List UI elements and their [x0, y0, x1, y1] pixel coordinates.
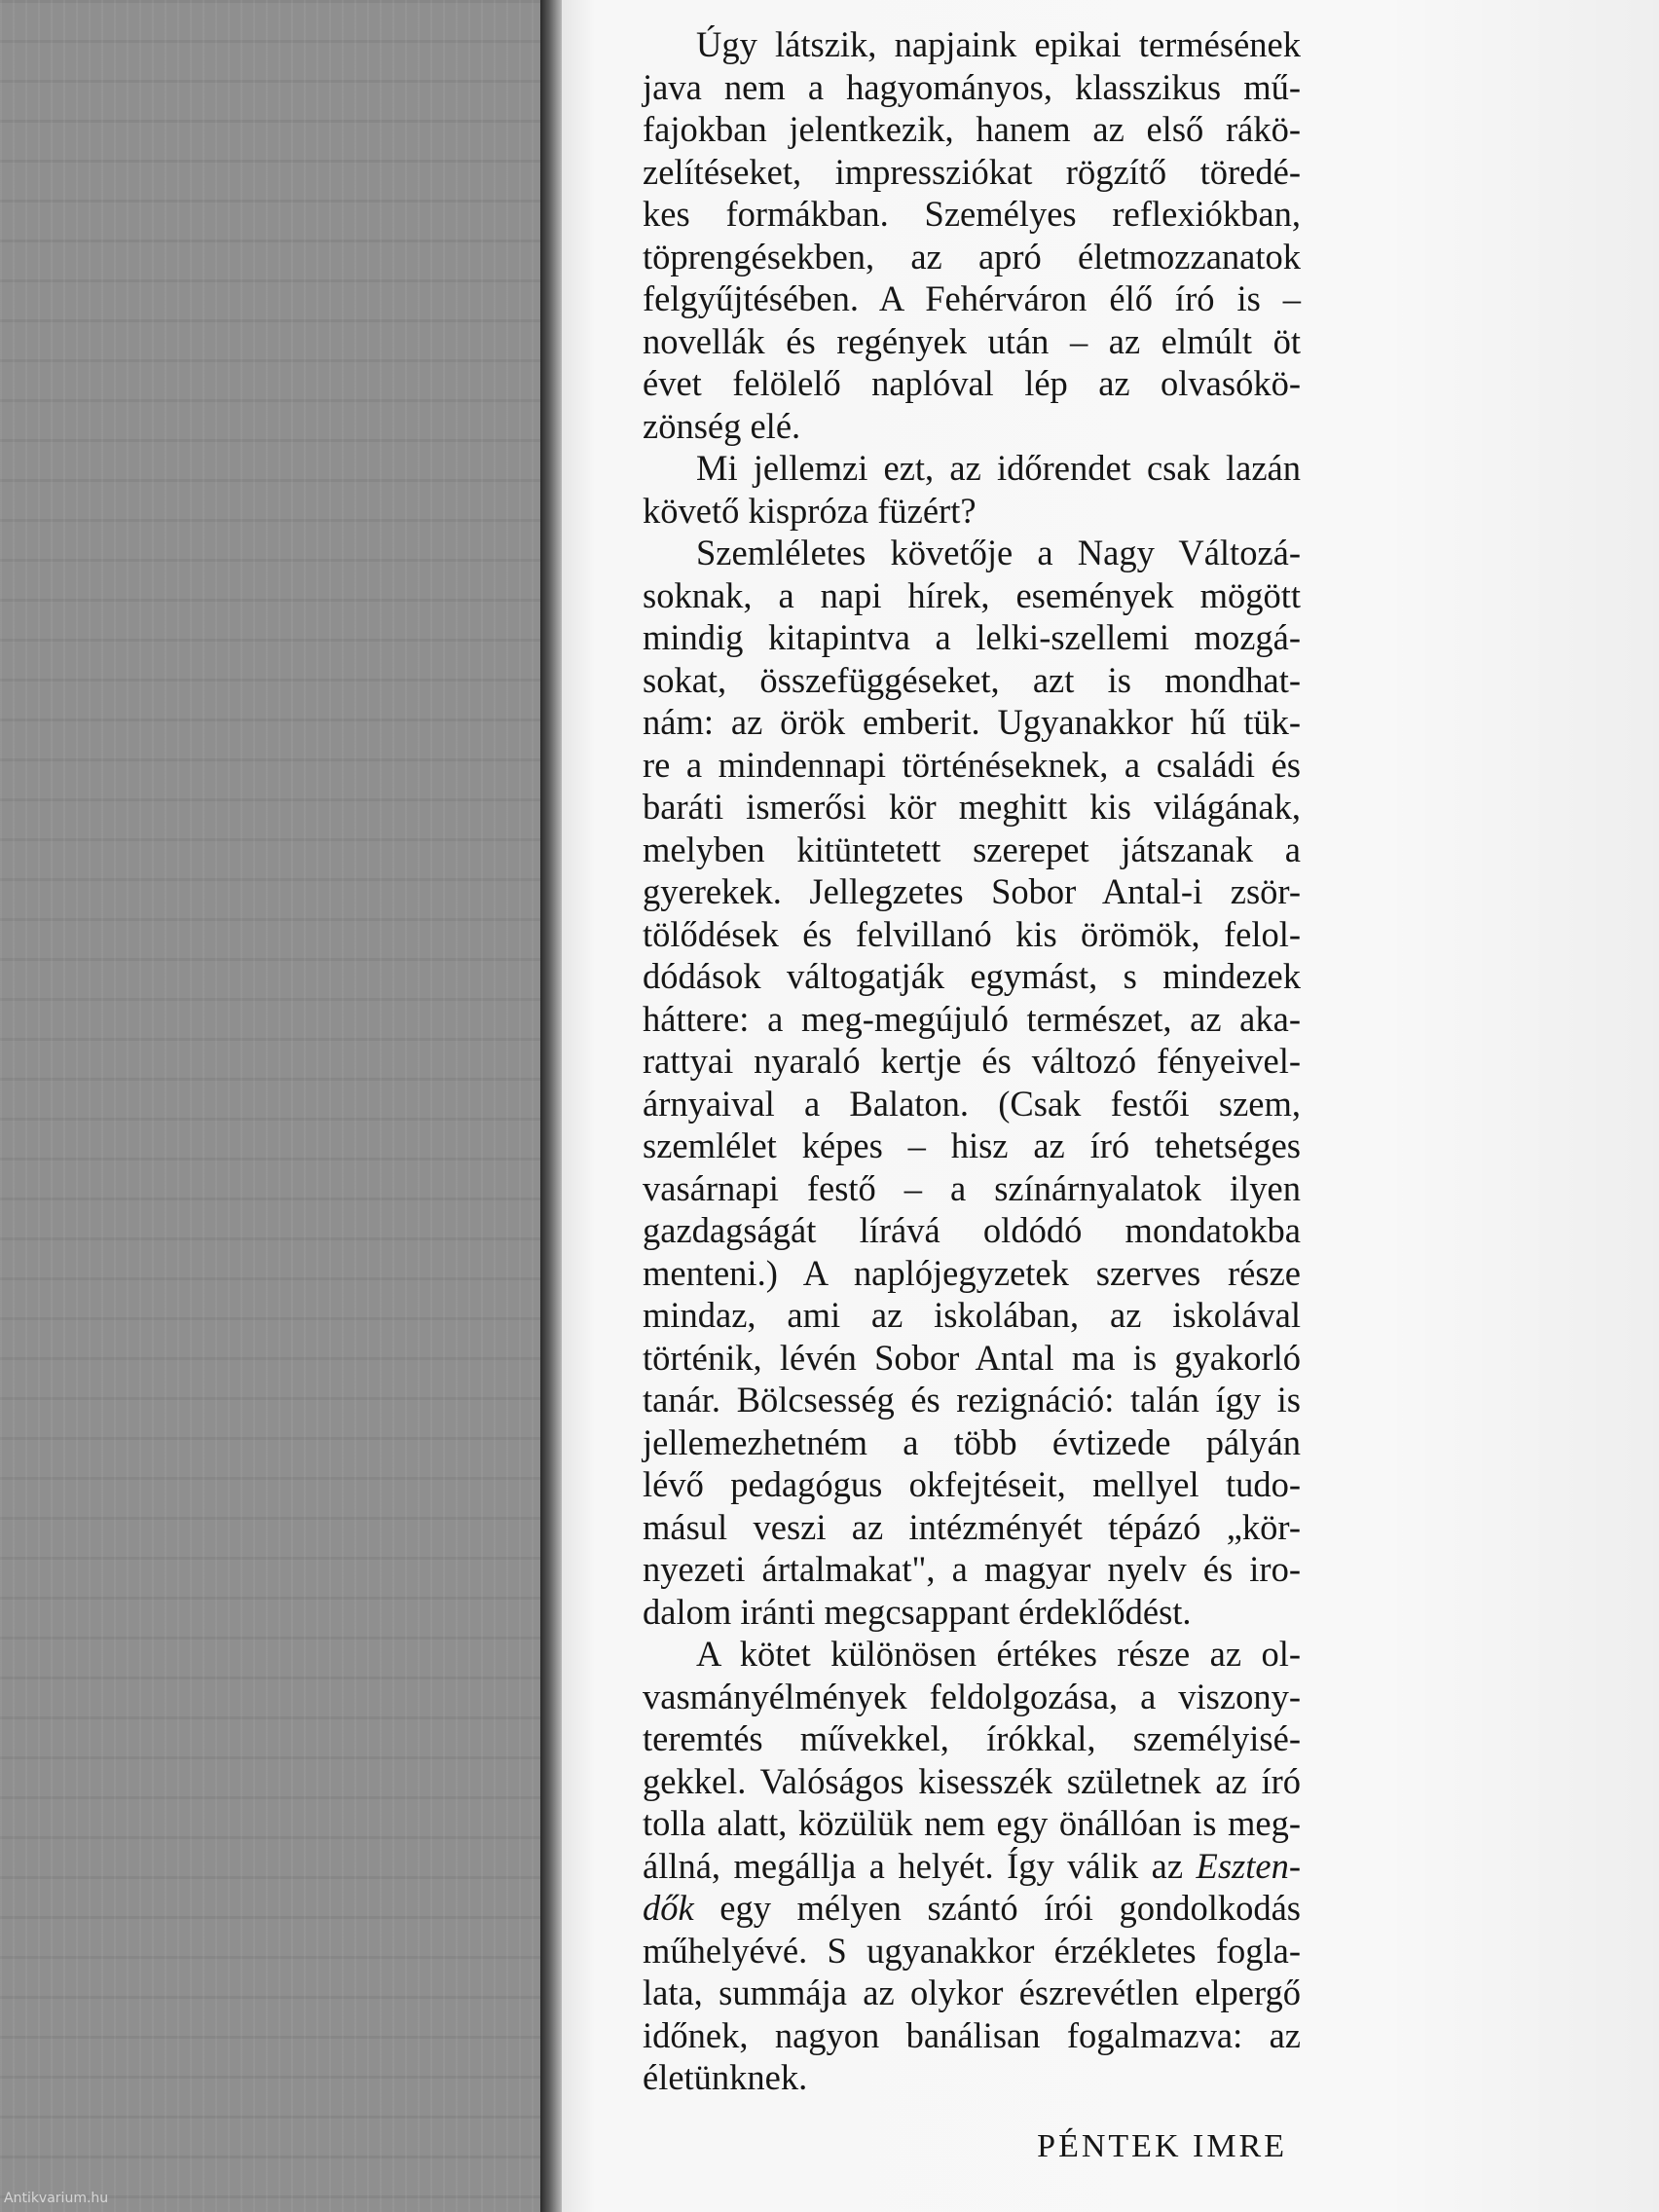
- text-line: sokat, összefüggéseket, azt is mondhat-: [643, 659, 1301, 700]
- text-line: teremtés művekkel, írókkal, személyisé-: [643, 1718, 1301, 1758]
- text-line: állná, megállja a helyét. Így válik az Eszten-: [643, 1845, 1301, 1886]
- text-line: zelítéseket, impressziókat rögzítő töredé-: [643, 151, 1301, 192]
- paragraph-3: [643, 532, 1301, 1633]
- text-line: rattyai nyaraló kertje és változó fényeivel-: [643, 1041, 1301, 1081]
- text-line: melyben kitüntetett szerepet játszanak a: [643, 829, 1301, 869]
- text-line: gazdagságát lírává oldódó mondatokba: [643, 1210, 1301, 1250]
- text-line: műhelyévé. S ugyanakkor érzékletes fogla-: [643, 1930, 1301, 1971]
- text-line: dők egy mélyen szántó írói gondolkodás: [643, 1888, 1301, 1928]
- text-line: Mi jellemzi ezt, az időrendet csak lazán: [696, 448, 1301, 488]
- paragraph-4: [643, 1633, 1301, 2099]
- page-shadow: [540, 0, 562, 2212]
- paragraph-2: [643, 447, 1301, 532]
- text-line: felgyűjtésében. A Fehérváron élő író is –: [643, 278, 1301, 318]
- text-line: mindaz, ami az iskolában, az iskolával: [643, 1295, 1301, 1335]
- paragraph-1: [643, 23, 1301, 447]
- text-line: mindig kitapintva a lelki-szellemi mozgá-: [643, 617, 1301, 657]
- text-line: dalom iránti megcsappant érdeklődést.: [643, 1591, 1192, 1632]
- text-line: időnek, nagyon banálisan fogalmazva: az: [643, 2014, 1301, 2055]
- text-line: követő kispróza füzért?: [643, 490, 977, 531]
- text-line: tolla alatt, közülük nem egy önállóan is meg-: [643, 1803, 1301, 1843]
- text-line: soknak, a napi hírek, események mögött: [643, 574, 1301, 615]
- text-line: tölődések és felvillanó kis örömök, felol-: [643, 913, 1301, 954]
- text-line: Szemléletes követője a Nagy Változá-: [696, 533, 1301, 572]
- page-edge-shading: [1382, 0, 1659, 2212]
- text-line: zönség elé.: [643, 405, 801, 446]
- text-line: dódások váltogatják egymást, s mindezek: [643, 956, 1301, 996]
- text-line: történik, lévén Sobor Antal ma is gyakorló: [643, 1337, 1301, 1378]
- text-line: re a mindennapi történéseknek, a családi és: [643, 744, 1301, 785]
- text-line: novellák és regények után – az elmúlt öt: [643, 320, 1301, 361]
- wooden-backdrop: [0, 0, 540, 2212]
- text-line: lata, summája az olykor észrevétlen elpergő: [643, 1972, 1301, 2012]
- text-line: menteni.) A naplójegyzetek szerves része: [643, 1252, 1301, 1293]
- text-line: árnyaival a Balaton. (Csak festői szem,: [643, 1083, 1301, 1124]
- text-line: A kötet különösen értékes része az ol-: [696, 1634, 1301, 1674]
- flap-text: [643, 23, 1301, 2099]
- author-signature: PÉNTEK IMRE: [1037, 2128, 1287, 2164]
- text-line: szemlélet képes – hisz az író tehetséges: [643, 1125, 1301, 1165]
- text-line: java nem a hagyományos, klasszikus mű-: [643, 66, 1301, 107]
- text-line: Úgy látszik, napjaink epikai termésének: [696, 24, 1301, 64]
- text-line: gyerekek. Jellegzetes Sobor Antal-i zsör-: [643, 871, 1301, 911]
- text-line: baráti ismerősi kör meghitt kis világának,: [643, 787, 1301, 827]
- text-line: tanár. Bölcsesség és rezignáció: talán így is: [643, 1380, 1301, 1419]
- watermark: Antikvarium.hu: [4, 2191, 109, 2206]
- text-line: fajokban jelentkezik, hanem az első rákö-: [643, 109, 1301, 149]
- text-line: vasárnapi festő – a színárnyalatok ilyen: [643, 1167, 1301, 1208]
- text-line: vasmányélmények feldolgozása, a viszony-: [643, 1676, 1301, 1716]
- text-line: nám: az örök emberit. Ugyanakkor hű tük-: [643, 702, 1301, 742]
- text-line: évet felölelő naplóval lép az olvasókö-: [643, 363, 1301, 403]
- text-line: töprengésekben, az apró életmozzanatok: [643, 236, 1301, 276]
- text-line: másul veszi az intézményét tépázó „kör-: [643, 1506, 1301, 1547]
- text-line: életünknek.: [643, 2057, 808, 2097]
- text-line: lévő pedagógus okfejtéseit, mellyel tudo-: [643, 1464, 1301, 1504]
- text-line: gekkel. Valóságos kisesszék születnek az író: [643, 1760, 1301, 1801]
- text-line: háttere: a meg-megújuló természet, az aka-: [643, 998, 1301, 1039]
- text-line: jellemezhetném a több évtizede pályán: [643, 1421, 1301, 1462]
- text-line: nyezeti ártalmakat", a magyar nyelv és iro-: [643, 1549, 1301, 1589]
- text-line: kes formákban. Személyes reflexiókban,: [643, 194, 1301, 234]
